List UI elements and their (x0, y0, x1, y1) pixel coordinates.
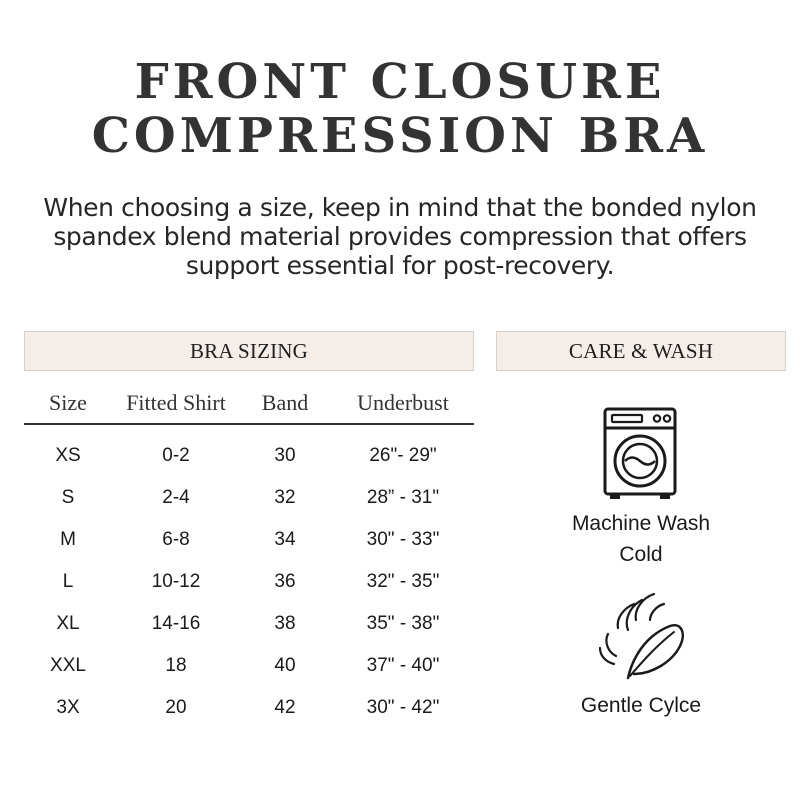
cell-fitted-shirt: 14-16 (151, 613, 201, 634)
cell-fitted-shirt: 6-8 (162, 529, 190, 550)
cell-fitted-shirt: 0-2 (162, 445, 190, 466)
cell-underbust: 32" - 35" (366, 571, 440, 592)
size-table (24, 385, 474, 729)
cell-fitted-shirt: 20 (165, 697, 187, 718)
cell-underbust: 26"- 29" (369, 445, 437, 466)
gentle-cycle-label (496, 690, 786, 721)
intro-text: When choosing a size, keep in mind that the bonded nylon spandex blend material provides compression that offers support essential for post-recovery. (43, 193, 757, 280)
bra-sizing-banner (24, 331, 474, 371)
cell-underbust: 30" - 33" (366, 529, 440, 550)
cell-size: 3X (56, 697, 80, 718)
column-header-fitted-shirt: Fitted Shirt (126, 390, 226, 415)
cell-underbust: 30" - 42" (366, 697, 440, 718)
machine-wash-line-1: Machine Wash (571, 512, 711, 535)
cell-fitted-shirt: 2-4 (162, 487, 190, 508)
size-table-header (24, 385, 474, 425)
column-header-size: Size (49, 390, 87, 415)
table-row (24, 519, 474, 561)
feather-icon (594, 590, 690, 680)
table-row (24, 435, 474, 477)
care-wash-heading: CARE & WASH (568, 338, 714, 363)
machine-wash-line-2: Cold (619, 543, 663, 566)
cell-size: S (61, 487, 75, 508)
table-row (24, 477, 474, 519)
cell-size: M (60, 529, 76, 550)
washing-machine-icon (602, 406, 678, 500)
cell-band: 42 (274, 697, 296, 718)
table-row (24, 561, 474, 603)
column-header-band: Band (261, 390, 309, 415)
cell-band: 34 (274, 529, 296, 550)
cell-size: XS (55, 445, 81, 466)
cell-fitted-shirt: 18 (165, 655, 187, 676)
cell-band: 30 (274, 445, 296, 466)
cell-fitted-shirt: 10-12 (151, 571, 201, 592)
page-title (0, 55, 800, 163)
cell-size: XXL (50, 655, 86, 676)
cell-underbust: 35" - 38" (366, 613, 440, 634)
cell-underbust: 37" - 40" (366, 655, 440, 676)
care-wash-banner (496, 331, 786, 371)
cell-underbust: 28” - 31" (366, 487, 440, 508)
table-row (24, 603, 474, 645)
size-table-body (24, 425, 474, 729)
table-row (24, 687, 474, 729)
cell-band: 38 (274, 613, 296, 634)
bra-sizing-heading: BRA SIZING (189, 338, 309, 363)
machine-wash-label (496, 508, 786, 570)
title-line-1: FRONT CLOSURE (134, 54, 666, 110)
cell-band: 32 (274, 487, 296, 508)
column-header-underbust: Underbust (357, 390, 449, 415)
table-row (24, 645, 474, 687)
cell-band: 40 (274, 655, 296, 676)
cell-band: 36 (274, 571, 296, 592)
cell-size: L (62, 571, 74, 592)
gentle-cycle-line-1: Gentle Cylce (580, 694, 702, 717)
cell-size: XL (56, 613, 80, 634)
title-line-2: COMPRESSION BRA (91, 108, 709, 164)
